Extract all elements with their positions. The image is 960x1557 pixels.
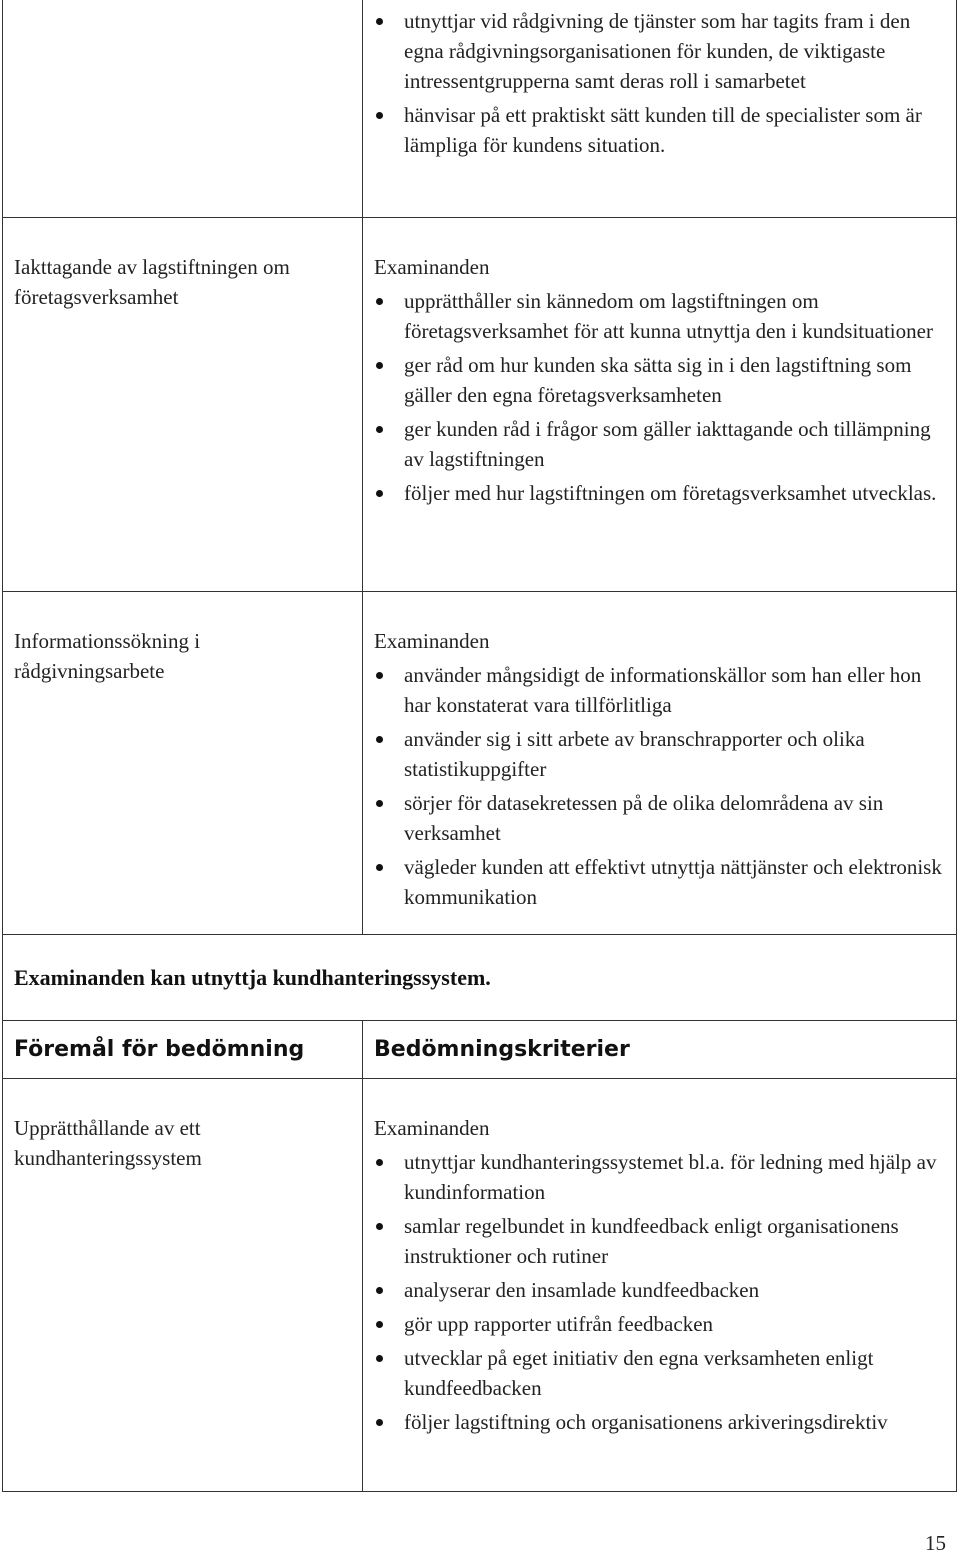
list-item: utnyttjar vid rådgivning de tjänster som har tagits fram i den egna rådgivningsorganisationen för kunden, de viktigaste intressentgrupperna samt deras roll i samarbetet: [374, 6, 946, 96]
bullet-icon: [376, 298, 383, 305]
list-item: ger råd om hur kunden ska sätta sig in i den lagstiftning som gäller den egna företagsverksamheten: [374, 350, 946, 410]
table-header-row: [3, 1021, 956, 1079]
criteria-intro: Examinanden: [374, 1116, 490, 1140]
object-cell-empty: [3, 0, 363, 217]
bullet-icon: [376, 1159, 383, 1166]
list-item: gör upp rapporter utifrån feedbacken: [374, 1309, 946, 1339]
list-item: hänvisar på ett praktiskt sätt kunden till de specialister som är lämpliga för kundens situation.: [374, 100, 946, 160]
bullet-icon: [376, 1355, 383, 1362]
criteria-list: [374, 286, 946, 508]
criteria-cell: [363, 592, 956, 934]
page-number: 15: [925, 1531, 946, 1555]
bullet-icon: [376, 426, 383, 433]
list-item: upprätthåller sin kännedom om lagstiftningen om företagsverksamhet för att kunna utnyttja den i kundsituationer: [374, 286, 946, 346]
list-item: samlar regelbundet in kundfeedback enligt organisationens instruktioner och rutiner: [374, 1211, 946, 1271]
bullet-icon: [376, 736, 383, 743]
criteria-list: [374, 6, 946, 160]
list-item: använder mångsidigt de informationskällor som han eller hon har konstaterat vara tillförlitliga: [374, 660, 946, 720]
object-cell: Upprätthållande av ett kundhanteringssystem: [3, 1079, 363, 1491]
bullet-icon: [376, 1419, 383, 1426]
table-row-kundhantering: [3, 1079, 956, 1492]
bullet-icon: [376, 490, 383, 497]
list-item: ger kunden råd i frågor som gäller iakttagande och tillämpning av lagstiftningen: [374, 414, 946, 474]
column-header-object: Föremål för bedömning: [3, 1021, 363, 1078]
criteria-list: [374, 660, 946, 912]
list-item: utnyttjar kundhanteringssystemet bl.a. för ledning med hjälp av kundinformation: [374, 1147, 946, 1207]
bullet-icon: [376, 1287, 383, 1294]
bullet-icon: [376, 1223, 383, 1230]
list-item: analyserar den insamlade kundfeedbacken: [374, 1275, 946, 1305]
bullet-icon: [376, 362, 383, 369]
list-item: använder sig i sitt arbete av branschrapporter och olika statistikuppgifter: [374, 724, 946, 784]
table-row-continuation: [3, 0, 956, 218]
criteria-list: [374, 1147, 946, 1437]
list-item: utvecklar på eget initiativ den egna verksamheten enligt kundfeedbacken: [374, 1343, 946, 1403]
table-row-information: [3, 592, 956, 935]
list-item: följer lagstiftning och organisationens arkiveringsdirektiv: [374, 1407, 946, 1437]
bullet-icon: [376, 18, 383, 25]
criteria-table-upper: [2, 0, 957, 1492]
list-item: sörjer för datasekretessen på de olika delområdena av sin verksamhet: [374, 788, 946, 848]
criteria-cell: [363, 1079, 956, 1491]
bullet-icon: [376, 864, 383, 871]
bullet-icon: [376, 112, 383, 119]
column-header-criteria: Bedömningskriterier: [374, 1036, 630, 1062]
bullet-icon: [376, 1321, 383, 1328]
object-cell: Iakttagande av lagstiftningen om företagsverksamhet: [3, 218, 363, 591]
bullet-icon: [376, 672, 383, 679]
criteria-intro: Examinanden: [374, 629, 490, 653]
section-heading: Examinanden kan utnyttja kundhanteringssystem.: [3, 935, 956, 1021]
bullet-icon: [376, 800, 383, 807]
criteria-intro: Examinanden: [374, 255, 490, 279]
object-cell: Informationssökning i rådgivningsarbete: [3, 592, 363, 934]
criteria-cell: [363, 0, 956, 217]
criteria-cell: [363, 218, 956, 591]
list-item: följer med hur lagstiftningen om företagsverksamhet utvecklas.: [374, 478, 946, 508]
list-item: vägleder kunden att effektivt utnyttja nättjänster och elektronisk kommunikation: [374, 852, 946, 912]
table-row-lagstiftning: [3, 218, 956, 592]
